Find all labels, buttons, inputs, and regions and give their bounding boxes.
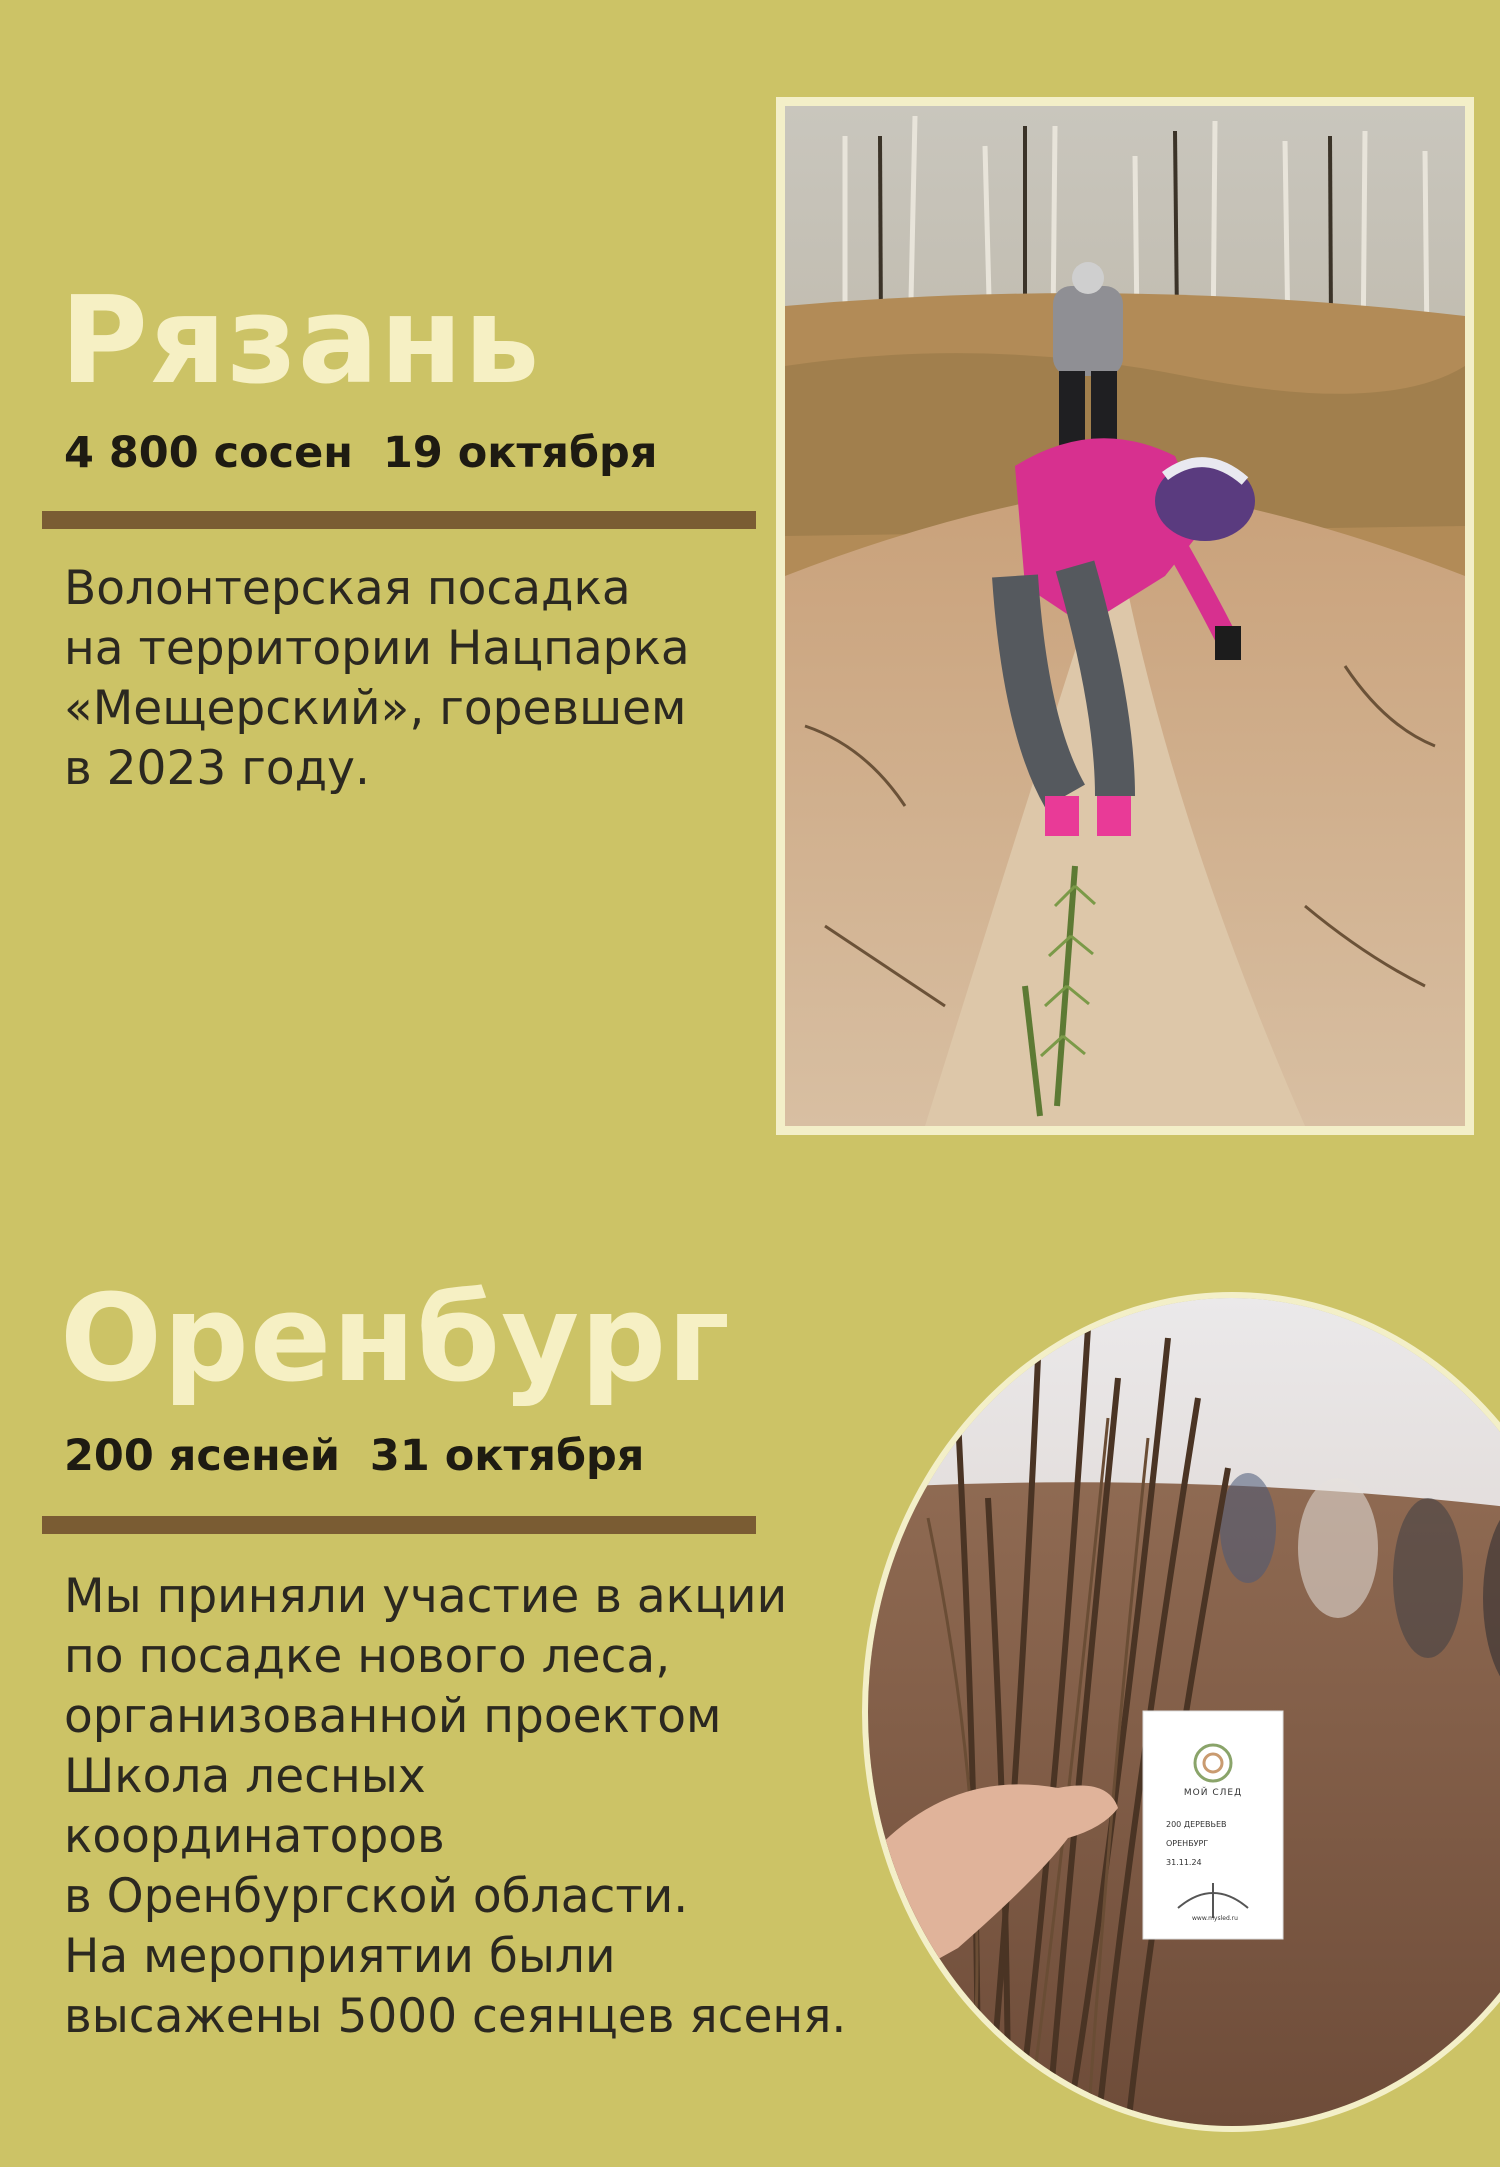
tag-trees: 200 ДЕРЕВЬЕВ <box>1166 1820 1227 1829</box>
description-line: по посадке нового леса, <box>64 1629 671 1684</box>
description-line: высажены 5000 сеянцев ясеня. <box>64 1989 847 2044</box>
description-line: на территории Нацпарка <box>64 621 690 676</box>
description-ryazan <box>64 559 690 799</box>
city-title-orenburg: Оренбург <box>60 1270 731 1409</box>
tag-brand: МОЙ СЛЕД <box>1183 1788 1243 1798</box>
planting-info-ryazan: 4 800 сосен 19 октября <box>64 428 658 478</box>
city-title-ryazan: Рязань <box>60 272 541 411</box>
tag-place: ОРЕНБУРГ <box>1166 1839 1209 1848</box>
photo-volunteer-planting-pines <box>776 97 1474 1135</box>
tag-card <box>1144 1788 1282 1922</box>
description-line: Волонтерская посадка <box>64 561 631 616</box>
description-line: в 2023 году. <box>64 741 370 796</box>
planting-info-orenburg: 200 ясеней 31 октября <box>64 1431 645 1481</box>
description-line: На мероприятии были <box>64 1929 616 1984</box>
tag-date: 31.11.24 <box>1166 1858 1202 1867</box>
divider-rule <box>42 511 756 529</box>
description-line: Школа лесных <box>64 1749 426 1804</box>
description-line: организованной проектом <box>64 1689 722 1744</box>
divider-rule <box>42 1516 756 1534</box>
description-line: Мы приняли участие в акции <box>64 1569 788 1624</box>
description-orenburg <box>64 1567 846 2047</box>
description-line: в Оренбургской области. <box>64 1869 689 1924</box>
description-line: координаторов <box>64 1809 445 1864</box>
description-line: «Мещерский», горевшем <box>64 681 687 736</box>
photo-ash-seedlings-with-tag <box>862 1292 1500 2132</box>
tag-url: www.mysled.ru <box>1192 1915 1238 1922</box>
